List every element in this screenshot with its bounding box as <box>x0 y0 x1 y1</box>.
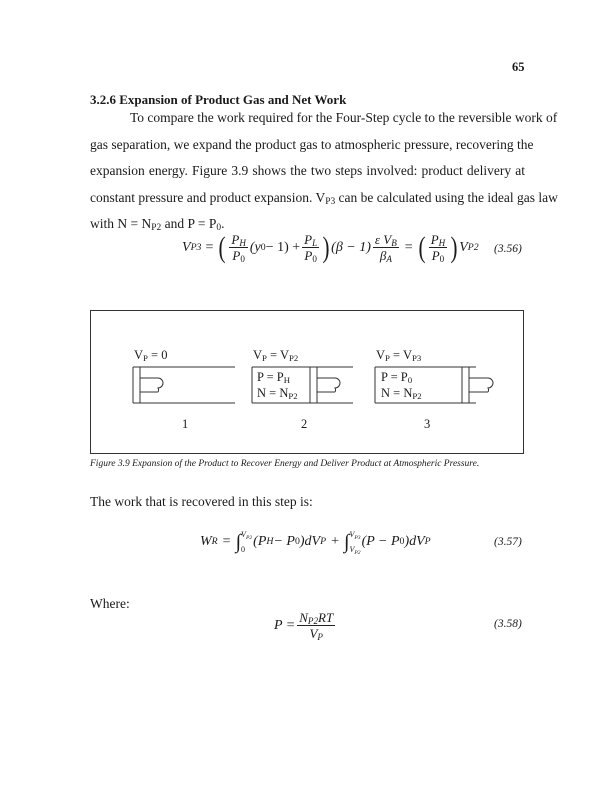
fraction <box>297 610 335 641</box>
sym: = <box>222 534 231 549</box>
fraction <box>373 232 399 263</box>
section-title: Expansion of Product Gas and Net Work <box>119 92 347 107</box>
state-2-volume-label <box>253 348 298 363</box>
s: P3 <box>412 353 422 363</box>
sym: )dV <box>299 534 321 549</box>
text: and P = P <box>161 216 217 231</box>
t: N = N <box>381 386 413 400</box>
sub: P <box>317 632 323 642</box>
t: V <box>134 348 144 362</box>
sym: P <box>430 232 439 247</box>
sym: + <box>331 534 339 549</box>
fraction <box>229 232 248 263</box>
sym: (β − 1) <box>331 239 371 255</box>
where-label: Where: <box>90 596 130 611</box>
s: P <box>262 353 267 363</box>
s: V <box>349 530 355 539</box>
sym: P <box>431 248 440 263</box>
paragraph-line <box>90 190 558 206</box>
step-number: 1 <box>182 417 189 431</box>
sym: β <box>379 248 387 263</box>
sub: L <box>312 238 318 248</box>
sub: A <box>386 254 392 264</box>
sym: = <box>205 239 214 255</box>
sub: 0 <box>312 254 317 264</box>
s: V <box>241 530 246 539</box>
sub: 0 <box>240 254 245 264</box>
text: . <box>221 216 225 231</box>
sym: (P <box>253 534 267 549</box>
section-heading <box>90 92 346 108</box>
s: 0 <box>407 375 413 385</box>
sym: P <box>304 248 313 263</box>
equation-3-57: W R = ∫ $V_{P2}$ 0 (P H − P 0 )dV P + ∫ $V_{P3}$ $V_{P2}$ (P − P 0 )dV P <box>200 530 431 556</box>
s: P2 <box>288 391 298 401</box>
s: 0 <box>241 545 246 554</box>
paragraph-line: gas separation, we expand the product gas to atmospheric pressure, recovering the <box>90 137 534 152</box>
sym: − 1) + <box>265 239 301 255</box>
sym: )dV <box>404 534 425 549</box>
text: with N = N <box>90 216 152 231</box>
paragraph-line: expansion energy. Figure 3.9 shows the two steps involved: product delivery at <box>90 163 525 178</box>
sub: B <box>391 238 397 248</box>
work-sentence: The work that is recovered in this step is: <box>90 494 313 509</box>
paren: ( <box>218 230 226 264</box>
page-number: 65 <box>512 60 525 74</box>
sub: H <box>438 238 446 248</box>
text: V <box>315 190 326 205</box>
s: V <box>349 545 355 554</box>
subscript: 0 <box>216 223 222 233</box>
sym: (P − P <box>361 534 400 549</box>
equation-number: (3.56) <box>494 243 522 255</box>
t: P = P <box>257 370 284 384</box>
paragraph-line <box>90 216 224 232</box>
s: P2 <box>245 535 253 541</box>
sym: V <box>182 239 191 255</box>
s: P3 <box>354 535 361 541</box>
sym: W <box>200 534 212 549</box>
s: P <box>143 353 148 363</box>
paren: ( <box>418 230 426 264</box>
equation-3-58 <box>274 610 337 641</box>
integral-sign: ∫ <box>343 530 350 553</box>
state-3-contents <box>381 369 422 401</box>
sub: P2 <box>307 616 319 626</box>
t: = 0 <box>147 348 168 362</box>
sub: 0 <box>439 254 445 264</box>
subscript: P2 <box>151 223 162 233</box>
sym: P <box>231 232 240 247</box>
t: V <box>253 348 263 362</box>
t: = V <box>389 348 413 362</box>
fraction <box>302 232 319 263</box>
integral-sign: ∫ <box>235 530 242 553</box>
sym: V <box>309 626 318 641</box>
limits <box>241 530 252 554</box>
sym: V <box>459 239 468 255</box>
limits <box>349 530 360 554</box>
s: H <box>283 375 291 385</box>
sym: ε V <box>374 232 392 247</box>
state-3-volume-label <box>376 348 421 363</box>
step-number: 2 <box>301 417 308 431</box>
t: = V <box>266 348 290 362</box>
sym: N <box>299 610 308 625</box>
text: constant pressure and product expansion. <box>90 190 316 205</box>
sym: P <box>232 248 241 263</box>
paren: ) <box>322 230 330 264</box>
t: V <box>376 348 386 362</box>
subscript: P3 <box>325 197 336 207</box>
sym: P = <box>274 617 296 633</box>
s: P2 <box>412 391 422 401</box>
piston-diagram <box>100 320 520 450</box>
sub: H <box>239 238 246 248</box>
paragraph-line: To compare the work required for the Four-Step cycle to the reversible work of <box>130 110 558 125</box>
sym: RT <box>318 610 334 625</box>
paren: ) <box>450 230 458 264</box>
text: can be calculated using the ideal gas law <box>335 190 558 205</box>
sym: = <box>404 239 413 255</box>
s: P2 <box>354 550 361 556</box>
fraction <box>429 232 448 263</box>
sym: − P <box>273 534 295 549</box>
state-1-volume-label <box>134 348 167 363</box>
t: P = P <box>381 370 408 384</box>
sym: (y <box>249 239 261 255</box>
equation-3-56: V P3 = ( $\frac{P_H}{P_0}$ (y 0 − 1) + $\frac{P_L}{P_0}$ ) (β − 1) $\frac{\varepsilon V_B}{\beta_A}$ = ( $\frac{P_H}{P_0}$ ) V P2 <box>182 230 479 264</box>
sym: P <box>304 232 313 247</box>
step-number: 3 <box>424 417 431 431</box>
s: P2 <box>289 353 299 363</box>
section-number: 3.2.6 <box>90 92 116 107</box>
t: N = N <box>257 386 289 400</box>
equation-number: (3.57) <box>494 536 522 548</box>
state-2-contents <box>257 369 298 401</box>
s: P <box>385 353 390 363</box>
figure-caption: Figure 3.9 Expansion of the Product to Recover Energy and Deliver Product at Atmospheric Pressure. <box>90 459 480 469</box>
equation-number: (3.58) <box>494 618 522 630</box>
